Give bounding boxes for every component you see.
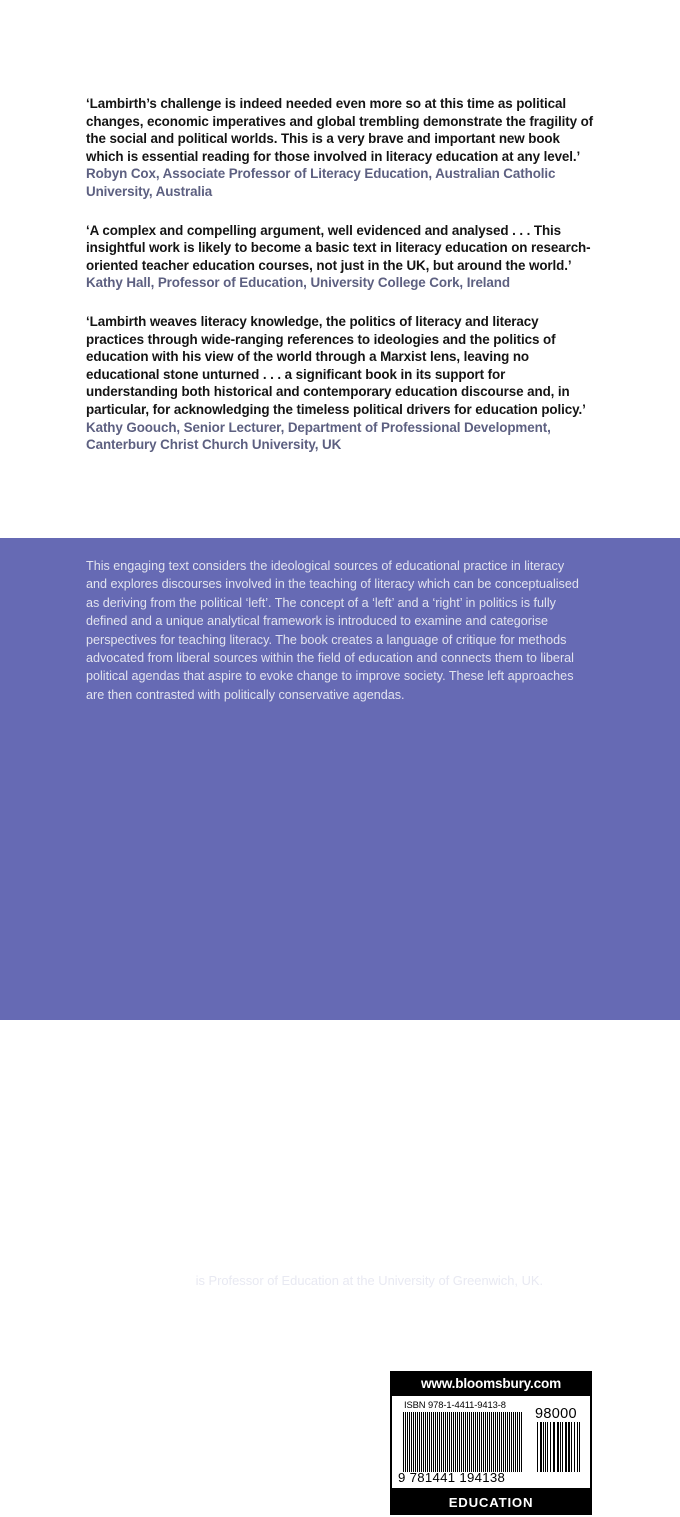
- barcode-bar: [453, 1412, 454, 1472]
- barcode-bar: [562, 1422, 563, 1472]
- barcode-bar: [467, 1412, 468, 1472]
- barcode-bar: [451, 1412, 452, 1472]
- barcode-bar: [513, 1412, 514, 1472]
- barcode-bar: [481, 1412, 482, 1472]
- blurb-section: [0, 538, 680, 1510]
- barcode-bar: [547, 1422, 548, 1472]
- barcode-bar: [479, 1412, 480, 1472]
- barcode-bar: [483, 1412, 484, 1472]
- barcode-bar: [579, 1422, 580, 1472]
- barcode-bar: [499, 1412, 500, 1472]
- barcode-bar: [517, 1412, 518, 1472]
- author-name: Andrew Lambirth: [86, 1273, 192, 1288]
- barcode-bar: [409, 1412, 410, 1472]
- barcode-bar: [521, 1412, 522, 1472]
- barcode-bar: [493, 1412, 494, 1472]
- barcode-bar: [417, 1412, 418, 1472]
- barcode-bar: [441, 1412, 442, 1472]
- barcode-bar: [553, 1422, 555, 1472]
- barcode-bar: [405, 1412, 406, 1472]
- barcode-bar: [471, 1412, 472, 1472]
- ean13-barcode-bars: [403, 1412, 529, 1472]
- barcode-bar: [574, 1422, 575, 1472]
- barcode-bar: [501, 1412, 502, 1472]
- barcode-bar: [557, 1422, 559, 1472]
- category-label: EDUCATION: [448, 1495, 534, 1510]
- ean5-addon-barcode-bars: [537, 1422, 582, 1472]
- barcode-bar: [461, 1412, 462, 1472]
- barcode-bar: [439, 1412, 440, 1472]
- barcode-bar: [540, 1422, 542, 1472]
- barcode-bar: [411, 1412, 412, 1472]
- barcode-bar: [449, 1412, 450, 1472]
- barcode-bar: [443, 1412, 444, 1472]
- barcode-bar: [511, 1412, 512, 1472]
- barcode-bar: [431, 1412, 432, 1472]
- author-description: is Professor of Education at the University of Greenwich, UK.: [192, 1273, 544, 1288]
- barcode-bar: [435, 1412, 436, 1472]
- barcode-addon-digits: 98000: [535, 1406, 577, 1422]
- barcode-bar: [543, 1422, 544, 1472]
- barcode-bar: [403, 1412, 404, 1472]
- ean13-digits: 9 781441 194138: [398, 1470, 506, 1485]
- barcode-bar: [473, 1412, 474, 1472]
- quote-attribution: Kathy Goouch, Senior Lecturer, Department of Professional Development, Canterbury Christ Church University, UK: [86, 419, 551, 453]
- barcode-bar: [419, 1412, 420, 1472]
- barcode-bar: [487, 1412, 488, 1472]
- barcode-bar: [469, 1412, 470, 1472]
- barcode-bar: [545, 1422, 546, 1472]
- publisher-website: www.bloomsbury.com: [421, 1376, 561, 1391]
- barcode-bar: [425, 1412, 426, 1472]
- praise-quote-3: [86, 313, 600, 454]
- barcode-bar: [537, 1422, 538, 1472]
- barcode-bar: [427, 1412, 428, 1472]
- isbn-label: ISBN 978-1-4411-9413-8: [404, 1399, 506, 1410]
- barcode-bar: [491, 1412, 492, 1472]
- barcode-bar: [519, 1412, 520, 1472]
- barcode-bar: [550, 1422, 551, 1472]
- barcode-bar: [465, 1412, 466, 1472]
- barcode-bar: [457, 1412, 458, 1472]
- praise-quote-1: [86, 95, 600, 201]
- barcode-bar: [495, 1412, 496, 1472]
- barcode-block: [390, 1371, 592, 1515]
- blurb-description: This engaging text considers the ideological sources of educational practice in literacy and explores discourses involved in the teaching of literacy which can be conceptualised as deriving from the political ‘left’. The concept of a ‘left’ and a ‘right’ in politics is fully defined and a unique analytical framework is introduced to examine and categorise perspectives for teaching literacy. The book creates a language of critique for methods advocated from liberal sources within the field of education and connects them to liberal political agendas that aspire to evoke change to improve society. These left approaches are then contrasted with politically conservative agendas.: [86, 559, 579, 702]
- barcode-bar: [505, 1412, 506, 1472]
- barcode-bar: [429, 1412, 430, 1472]
- quote-text: ‘A complex and compelling argument, well evidenced and analysed . . . This insightful work is likely to become a basic text in literacy education on research-oriented teacher education courses, not just in the UK, but around the world.’: [86, 222, 591, 273]
- barcode-bar: [463, 1412, 464, 1472]
- barcode-bar: [503, 1412, 504, 1472]
- barcode-bar: [571, 1422, 572, 1472]
- barcode-bar: [407, 1412, 408, 1472]
- quote-text: ‘Lambirth weaves literacy knowledge, the politics of literacy and literacy practices through wide-ranging references to ideologies and the politics of education with his view of the world through a Marxist lens, leaving no educational stone unturned . . . a significant book in its support for understanding both historical and contemporary education discourse and, in particular, for acknowledging the timeless political drivers for education policy.’: [86, 313, 586, 417]
- barcode-bar: [565, 1422, 567, 1472]
- barcode-bar: [423, 1412, 424, 1472]
- barcode-bar: [515, 1412, 516, 1472]
- barcode-bar: [489, 1412, 490, 1472]
- barcode-bar: [415, 1412, 416, 1472]
- barcode-bar: [485, 1412, 486, 1472]
- barcode-bar: [477, 1412, 478, 1472]
- blurb-text-container: [86, 557, 586, 704]
- barcode-bar: [459, 1412, 460, 1472]
- author-bio: [86, 1272, 606, 1290]
- praise-section: [0, 0, 680, 538]
- barcode-bar: [455, 1412, 456, 1472]
- barcode-bar: [475, 1412, 476, 1472]
- barcode-bar: [507, 1412, 508, 1472]
- barcode-bar: [447, 1412, 448, 1472]
- barcode-bar: [509, 1412, 510, 1472]
- barcode-bar: [445, 1412, 446, 1472]
- quote-attribution: Robyn Cox, Associate Professor of Literacy Education, Australian Catholic University, Australia: [86, 166, 556, 199]
- barcode-bar: [497, 1412, 498, 1472]
- praise-quote-2: [86, 222, 600, 292]
- barcode-bar: [433, 1412, 434, 1472]
- barcode-panel: [392, 1396, 590, 1488]
- quote-text: ‘Lambirth’s challenge is indeed needed even more so at this time as political changes, economic imperatives and global trembling demonstrate the fragility of the social and political worlds. This is a very brave and important new book which is essential reading for those involved in literacy education at any level.’: [86, 96, 594, 164]
- barcode-bar: [437, 1412, 438, 1472]
- barcode-bar: [577, 1422, 578, 1472]
- quote-attribution: Kathy Hall, Professor of Education, University College Cork, Ireland: [86, 275, 510, 291]
- barcode-bar: [568, 1422, 570, 1472]
- barcode-bar: [560, 1422, 561, 1472]
- barcode-bar: [421, 1412, 422, 1472]
- barcode-bar: [413, 1412, 414, 1472]
